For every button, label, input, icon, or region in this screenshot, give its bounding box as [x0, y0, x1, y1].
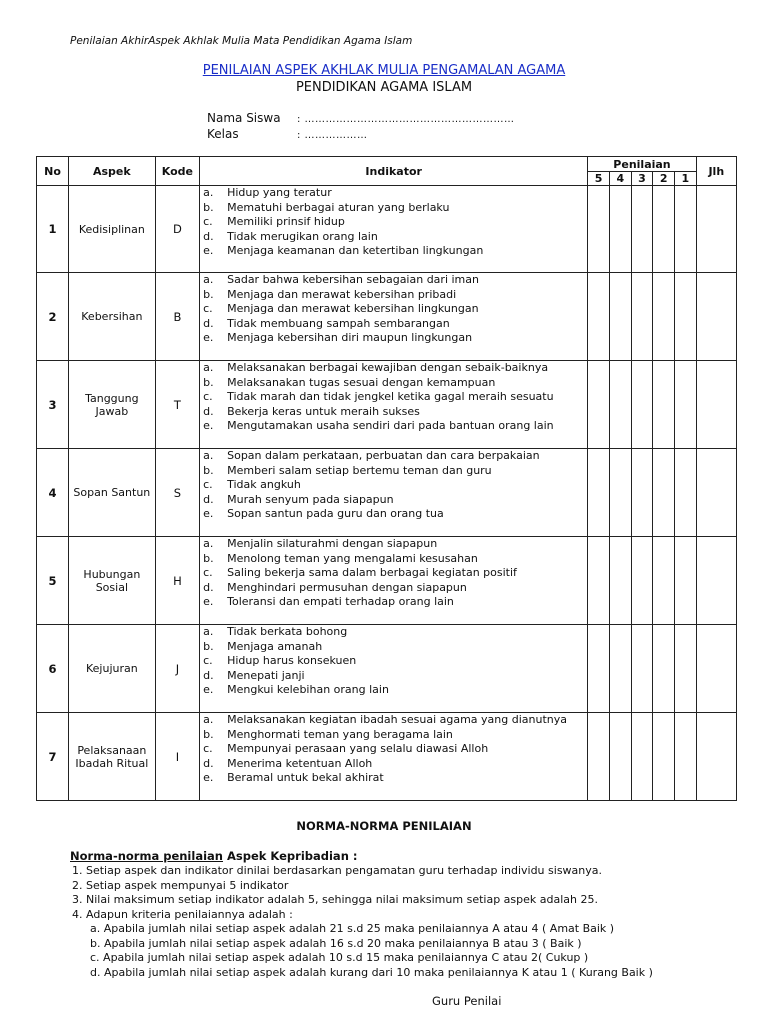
row-indicators — [200, 625, 588, 713]
indicator-item — [200, 669, 587, 684]
header-jlh: Jlh — [696, 157, 736, 186]
indicator-item — [200, 493, 587, 508]
indicator-item — [200, 771, 587, 786]
indicator-text: Menjaga keamanan dan ketertiban lingkungan — [227, 244, 484, 257]
indicator-item — [200, 186, 587, 201]
table-row — [37, 537, 737, 625]
table-row — [37, 625, 737, 713]
indicator-text: Menepati janji — [227, 668, 305, 682]
assessment-table — [36, 156, 737, 801]
indicator-text: Tidak angkuh — [227, 478, 301, 491]
norma-heading — [70, 849, 358, 863]
indicator-item — [200, 537, 587, 552]
indicator-item — [200, 654, 587, 669]
score-cell — [631, 713, 653, 801]
indicator-item — [200, 449, 587, 464]
score-cell — [674, 625, 696, 713]
score-cell — [588, 713, 610, 801]
total-cell — [696, 713, 736, 801]
indicator-text: Tidak merugikan orang lain — [227, 229, 378, 243]
indicator-list — [200, 449, 587, 522]
score-cell — [588, 361, 610, 449]
indicator-letter: c. — [203, 215, 213, 228]
header-aspek: Aspek — [69, 157, 156, 186]
norma-item: 3. Nilai maksimum setiap indikator adalah 5, sehingga nilai maksimum setiap aspek adalah 25. — [72, 893, 598, 906]
row-number: 5 — [37, 537, 69, 625]
student-class-value: : ……………… — [297, 130, 368, 141]
score-cell — [674, 449, 696, 537]
indicator-text: Hidup harus konsekuen — [227, 654, 357, 667]
indicator-list — [200, 273, 587, 346]
row-aspek: Kejujuran — [69, 625, 156, 713]
row-aspek: Tanggung Jawab — [69, 361, 156, 449]
indicator-item — [200, 317, 587, 332]
score-cell — [588, 273, 610, 361]
total-cell — [696, 449, 736, 537]
header-note: Penilaian AkhirAspek Akhlak Mulia Mata Pendidikan Agama Islam — [70, 35, 413, 47]
indicator-letter: b. — [203, 639, 214, 653]
indicator-item — [200, 566, 587, 581]
indicator-letter: b. — [203, 375, 214, 389]
header-score-2: 2 — [653, 172, 675, 186]
indicator-letter: e. — [203, 244, 214, 257]
total-cell — [696, 273, 736, 361]
header-score-4: 4 — [609, 172, 631, 186]
indicator-letter: b. — [203, 287, 214, 301]
indicator-letter: b. — [203, 551, 214, 565]
score-cell — [653, 713, 675, 801]
score-cell — [609, 361, 631, 449]
row-number: 3 — [37, 361, 69, 449]
header-score-3: 3 — [631, 172, 653, 186]
indicator-item — [200, 742, 587, 757]
table-row — [37, 713, 737, 801]
indicator-text: Menjalin silaturahmi dengan siapapun — [227, 537, 438, 550]
indicator-item — [200, 728, 587, 743]
score-cell — [653, 361, 675, 449]
indicator-list — [200, 713, 587, 786]
norma-item: 4. Adapun kriteria penilaiannya adalah : — [72, 907, 293, 921]
indicator-text: Murah senyum pada siapapun — [227, 492, 394, 506]
row-indicators — [200, 273, 588, 361]
indicator-letter: e. — [203, 331, 214, 344]
indicator-item — [200, 640, 587, 655]
score-cell — [609, 449, 631, 537]
row-aspek: Pelaksanaan Ibadah Ritual — [69, 713, 156, 801]
indicator-text: Beramal untuk bekal akhirat — [227, 771, 384, 784]
indicator-text: Menolong teman yang mengalami kesusahan — [227, 551, 478, 565]
indicator-letter: a. — [203, 713, 214, 726]
indicator-item — [200, 419, 587, 434]
indicator-letter: e. — [203, 419, 214, 432]
score-cell — [653, 625, 675, 713]
indicator-text: Sadar bahwa kebersihan sebagaian dari iman — [227, 273, 479, 286]
indicator-item — [200, 302, 587, 317]
norma-heading-rest: Aspek Kepribadian : — [222, 849, 358, 863]
document-subtitle: PENDIDIKAN AGAMA ISLAM — [295, 80, 473, 95]
score-cell — [631, 537, 653, 625]
indicator-letter: c. — [203, 302, 213, 315]
indicator-text: Hidup yang teratur — [227, 186, 332, 199]
indicator-letter: d. — [203, 668, 214, 682]
indicator-text: Tidak marah dan tidak jengkel ketika gagal meraih sesuatu — [227, 390, 554, 403]
indicator-text: Mengutamakan usaha sendiri dari pada bantuan orang lain — [227, 419, 554, 432]
header-penilaian: Penilaian — [588, 157, 696, 172]
norma-title: NORMA-NORMA PENILAIAN — [296, 819, 472, 833]
table-row — [37, 449, 737, 537]
row-number: 2 — [37, 273, 69, 361]
indicator-text: Mempunyai perasaan yang selalu diawasi Alloh — [227, 742, 489, 755]
indicator-letter: b. — [203, 200, 214, 214]
total-cell — [696, 186, 736, 273]
student-class-row — [207, 127, 368, 141]
indicator-letter: c. — [203, 742, 213, 755]
norma-sub-item: b. Apabila jumlah nilai setiap aspek adalah 16 s.d 20 maka penilaiannya B atau 3 ( Baik ) — [90, 936, 582, 950]
norma-item: 1. Setiap aspek dan indikator dinilai berdasarkan pengamatan guru terhadap individu siswanya. — [72, 864, 603, 877]
score-cell — [653, 186, 675, 273]
indicator-list — [200, 625, 587, 698]
header-score-1: 1 — [674, 172, 696, 186]
indicator-text: Menjaga amanah — [227, 639, 323, 653]
score-cell — [588, 625, 610, 713]
student-name-label: Nama Siswa — [207, 111, 281, 125]
score-cell — [631, 361, 653, 449]
indicator-letter: c. — [203, 478, 213, 491]
row-indicators — [200, 537, 588, 625]
row-indicators — [200, 186, 588, 273]
document-title: PENILAIAN ASPEK AKHLAK MULIA PENGAMALAN AGAMA — [202, 63, 566, 78]
score-cell — [653, 449, 675, 537]
indicator-item — [200, 595, 587, 610]
score-cell — [609, 186, 631, 273]
score-cell — [674, 273, 696, 361]
indicator-text: Saling bekerja sama dalam berbagai kegiatan positif — [227, 566, 517, 579]
student-class-label: Kelas — [207, 127, 239, 141]
indicator-item — [200, 625, 587, 640]
row-aspek: Sopan Santun — [69, 449, 156, 537]
score-cell — [631, 186, 653, 273]
indicator-letter: d. — [203, 229, 214, 243]
indicator-item — [200, 215, 587, 230]
row-aspek: Hubungan Sosial — [69, 537, 156, 625]
row-kode: J — [155, 625, 199, 713]
indicator-item — [200, 244, 587, 259]
indicator-letter: c. — [203, 654, 213, 667]
indicator-text: Menghormati teman yang beragama lain — [227, 727, 453, 741]
norma-item: 2. Setiap aspek mempunyai 5 indikator — [72, 878, 289, 892]
score-cell — [631, 273, 653, 361]
indicator-letter: a. — [203, 449, 214, 462]
row-kode: T — [155, 361, 199, 449]
indicator-letter: b. — [203, 727, 214, 741]
row-indicators — [200, 713, 588, 801]
indicator-list — [200, 361, 587, 434]
table-row — [37, 186, 737, 273]
score-cell — [674, 361, 696, 449]
score-cell — [631, 625, 653, 713]
indicator-item — [200, 331, 587, 346]
score-cell — [609, 537, 631, 625]
header-no: No — [37, 157, 69, 186]
score-cell — [609, 625, 631, 713]
indicator-item — [200, 713, 587, 728]
norma-sub-item: a. Apabila jumlah nilai setiap aspek adalah 21 s.d 25 maka penilaiannya A atau 4 ( Amat Baik ) — [90, 922, 615, 935]
score-cell — [631, 449, 653, 537]
score-cell — [588, 537, 610, 625]
header-score-5: 5 — [588, 172, 610, 186]
indicator-letter: e. — [203, 683, 214, 696]
score-cell — [674, 186, 696, 273]
table-row — [37, 361, 737, 449]
row-aspek: Kebersihan — [69, 273, 156, 361]
student-name-value: : …………………………………………………… — [297, 114, 515, 125]
indicator-text: Menjaga dan merawat kebersihan lingkungan — [227, 302, 479, 315]
indicator-list — [200, 537, 587, 610]
row-kode: D — [155, 186, 199, 273]
indicator-item — [200, 478, 587, 493]
row-number: 6 — [37, 625, 69, 713]
indicator-letter: d. — [203, 404, 214, 418]
row-number: 7 — [37, 713, 69, 801]
indicator-text: Sopan santun pada guru dan orang tua — [227, 507, 444, 520]
total-cell — [696, 625, 736, 713]
indicator-letter: a. — [203, 537, 214, 550]
score-cell — [588, 449, 610, 537]
score-cell — [653, 273, 675, 361]
indicator-text: Toleransi dan empati terhadap orang lain — [227, 595, 454, 608]
signature-label: Guru Penilai — [432, 994, 502, 1008]
indicator-item — [200, 376, 587, 391]
indicator-letter: d. — [203, 316, 214, 330]
indicator-item — [200, 552, 587, 567]
indicator-item — [200, 464, 587, 479]
indicator-letter: d. — [203, 756, 214, 770]
indicator-text: Menjaga dan merawat kebersihan pribadi — [227, 287, 457, 301]
indicator-letter: b. — [203, 463, 214, 477]
indicator-letter: d. — [203, 580, 214, 594]
indicator-text: Mengkui kelebihan orang lain — [227, 683, 389, 696]
table-row — [37, 273, 737, 361]
score-cell — [674, 713, 696, 801]
row-number: 4 — [37, 449, 69, 537]
row-kode: B — [155, 273, 199, 361]
indicator-text: Tidak berkata bohong — [227, 625, 348, 638]
norma-sub-item: c. Apabila jumlah nilai setiap aspek adalah 10 s.d 15 maka penilaiannya C atau 2( Cukup ) — [90, 951, 589, 964]
indicator-item — [200, 273, 587, 288]
indicator-letter: e. — [203, 771, 214, 784]
row-kode: H — [155, 537, 199, 625]
table-body — [37, 186, 737, 801]
indicator-text: Menerima ketentuan Alloh — [227, 756, 373, 770]
indicator-item — [200, 230, 587, 245]
total-cell — [696, 537, 736, 625]
indicator-text: Memberi salam setiap bertemu teman dan guru — [227, 463, 492, 477]
indicator-text: Menghindari permusuhan dengan siapapun — [227, 580, 467, 594]
indicator-item — [200, 361, 587, 376]
indicator-letter: c. — [203, 390, 213, 403]
indicator-list — [200, 186, 587, 259]
indicator-letter: a. — [203, 625, 214, 638]
student-name-row — [207, 111, 515, 125]
score-cell — [609, 713, 631, 801]
norma-heading-underlined: Norma-norma penilaian — [70, 849, 223, 863]
score-cell — [609, 273, 631, 361]
row-indicators — [200, 449, 588, 537]
row-kode: I — [155, 713, 199, 801]
indicator-text: Melaksanakan kegiatan ibadah sesuai agama yang dianutnya — [227, 713, 567, 726]
indicator-text: Sopan dalam perkataan, perbuatan dan cara berpakaian — [227, 449, 540, 462]
indicator-item — [200, 390, 587, 405]
header-indikator: Indikator — [200, 157, 588, 186]
indicator-letter: a. — [203, 273, 214, 286]
score-cell — [588, 186, 610, 273]
header-kode: Kode — [155, 157, 199, 186]
indicator-item — [200, 288, 587, 303]
indicator-letter: e. — [203, 595, 214, 608]
indicator-text: Tidak membuang sampah sembarangan — [227, 316, 450, 330]
indicator-item — [200, 201, 587, 216]
indicator-text: Melaksanakan tugas sesuai dengan kemampuan — [227, 375, 496, 389]
row-indicators — [200, 361, 588, 449]
score-cell — [653, 537, 675, 625]
norma-sub-item: d. Apabila jumlah nilai setiap aspek adalah kurang dari 10 maka penilaiannya K atau 1 ( Kurang Baik ) — [90, 965, 653, 979]
indicator-item — [200, 507, 587, 522]
indicator-text: Memiliki prinsif hidup — [227, 215, 345, 228]
indicator-text: Bekerja keras untuk meraih sukses — [227, 404, 420, 418]
indicator-letter: a. — [203, 186, 214, 199]
total-cell — [696, 361, 736, 449]
indicator-item — [200, 683, 587, 698]
indicator-text: Mematuhi berbagai aturan yang berlaku — [227, 200, 450, 214]
indicator-text: Menjaga kebersihan diri maupun lingkungan — [227, 331, 473, 344]
indicator-item — [200, 757, 587, 772]
indicator-letter: c. — [203, 566, 213, 579]
row-kode: S — [155, 449, 199, 537]
indicator-letter: a. — [203, 361, 214, 374]
indicator-item — [200, 581, 587, 596]
row-aspek: Kedisiplinan — [69, 186, 156, 273]
score-cell — [674, 537, 696, 625]
indicator-text: Melaksanakan berbagai kewajiban dengan sebaik-baiknya — [227, 361, 549, 374]
indicator-letter: e. — [203, 507, 214, 520]
indicator-letter: d. — [203, 492, 214, 506]
indicator-item — [200, 405, 587, 420]
norma-list — [72, 864, 653, 980]
row-number: 1 — [37, 186, 69, 273]
